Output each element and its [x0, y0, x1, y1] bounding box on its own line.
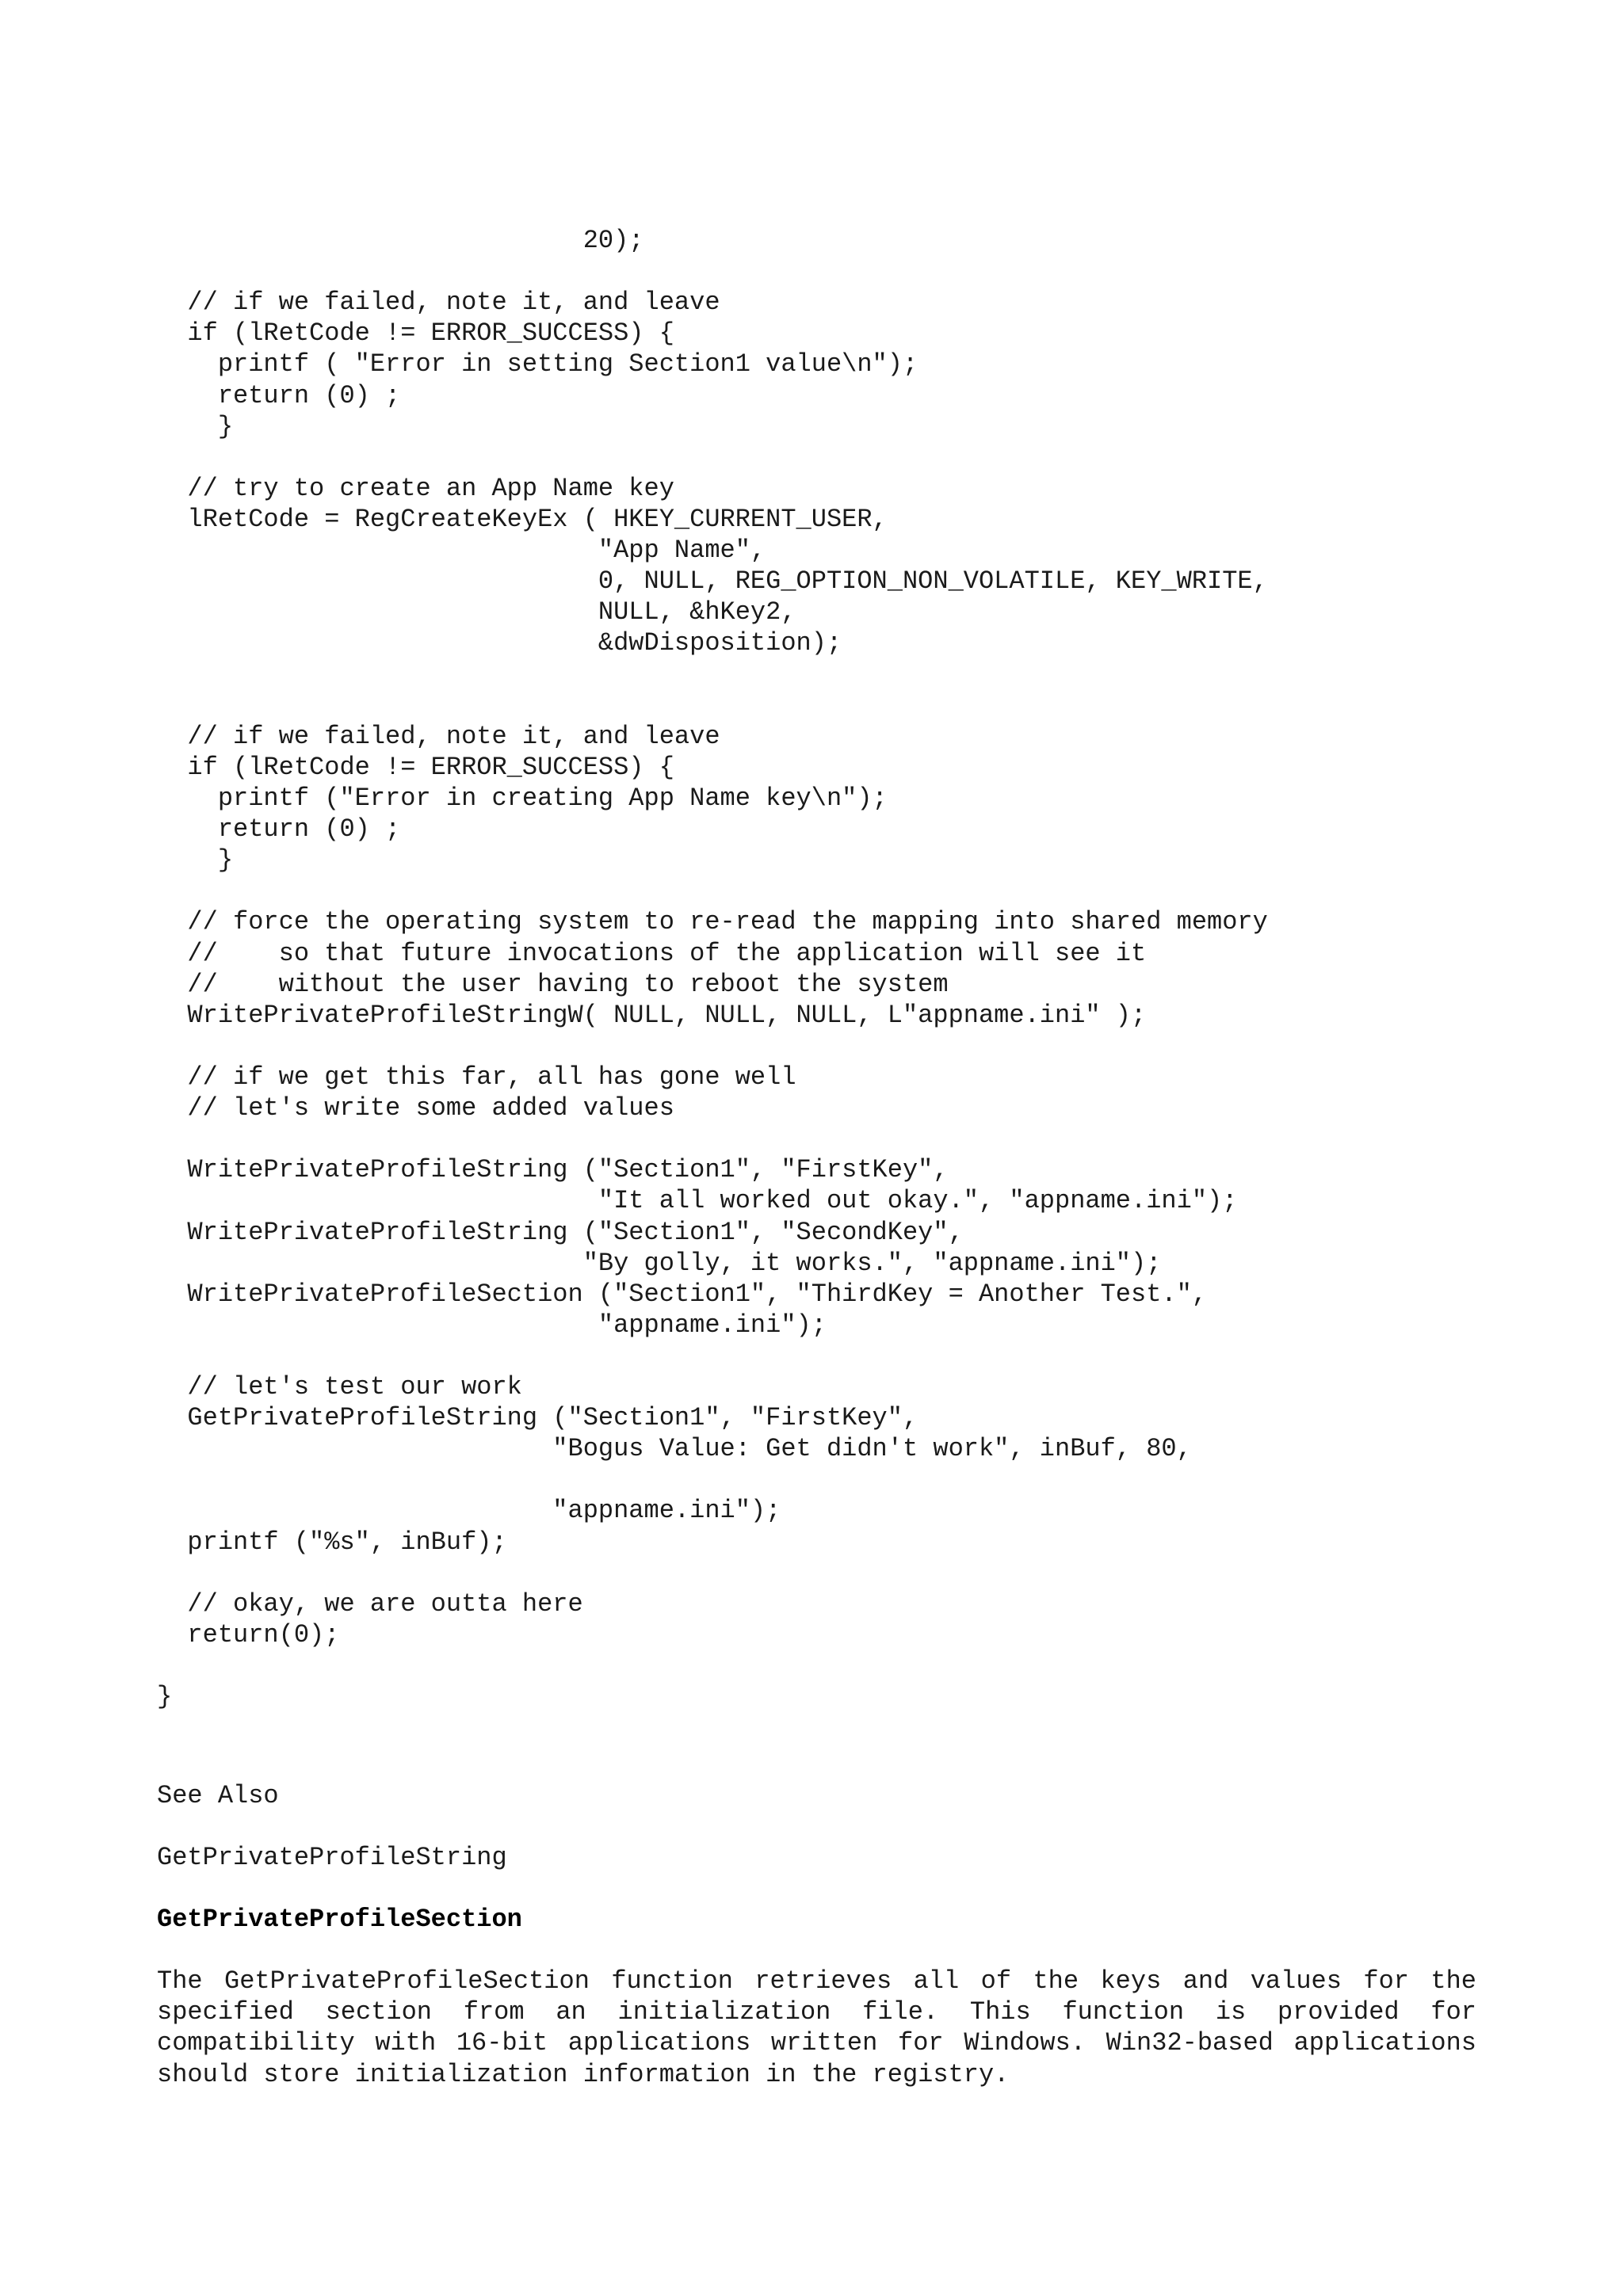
code-line: "Bogus Value: Get didn't work", inBuf, 80,: [157, 1434, 1192, 1464]
code-line: "It all worked out okay.", "appname.ini");: [157, 1186, 1238, 1216]
see-also-heading: See Also: [157, 1781, 279, 1810]
code-line: // let's write some added values: [157, 1093, 674, 1123]
code-line: // try to create an App Name key: [157, 473, 674, 503]
section-title: GetPrivateProfileSection: [157, 1905, 522, 1934]
code-line: // if we failed, note it, and leave: [157, 288, 720, 318]
code-line: // okay, we are outta here: [157, 1589, 583, 1619]
code-line: [157, 659, 1268, 690]
code-line: [157, 875, 1268, 906]
code-line: // force the operating system to re-read the mapping into shared memory: [157, 907, 1268, 937]
code-line: [157, 1031, 1268, 1062]
code-line: lRetCode = RegCreateKeyEx ( HKEY_CURRENT_USER,: [157, 504, 888, 534]
see-also-link-getprivateprofilestring: GetPrivateProfileString: [157, 1843, 507, 1872]
code-line: WritePrivateProfileString ("Section1", "FirstKey",: [157, 1155, 949, 1185]
code-line: 0, NULL, REG_OPTION_NON_VOLATILE, KEY_WRITE,: [157, 566, 1268, 597]
code-line: GetPrivateProfileString ("Section1", "FirstKey",: [157, 1403, 918, 1433]
code-line: }: [157, 1682, 173, 1712]
code-line: // without the user having to reboot the system: [157, 969, 949, 999]
code-line: [157, 1341, 1268, 1371]
code-line: // so that future invocations of the application will see it: [157, 938, 1147, 968]
code-line: "By golly, it works.", "appname.ini");: [157, 1248, 1162, 1278]
code-line: NULL, &hKey2,: [157, 597, 796, 627]
code-line: [157, 1464, 1268, 1495]
code-line: "appname.ini");: [157, 1310, 827, 1340]
code-line: // let's test our work: [157, 1372, 522, 1402]
code-line: "appname.ini");: [157, 1496, 781, 1526]
code-line: printf ( "Error in setting Section1 value\n");: [157, 349, 918, 379]
code-line: [157, 1650, 1268, 1681]
section-description: The GetPrivateProfileSection function retrieves all of the keys and values for the specified section from an initialization file. This function is provided for compatibility with 16-bit applications written for Windows. Win32-based applications should store initialization information in the registry.: [157, 1966, 1476, 2089]
code-line: WritePrivateProfileStringW( NULL, NULL, NULL, L"appname.ini" );: [157, 1000, 1147, 1030]
code-line: return (0) ;: [157, 814, 401, 845]
code-line: if (lRetCode != ERROR_SUCCESS) {: [157, 752, 674, 782]
code-line: [157, 1123, 1268, 1154]
code-line: // if we failed, note it, and leave: [157, 721, 720, 751]
code-line: printf ("Error in creating App Name key\n");: [157, 783, 888, 813]
code-line: }: [157, 411, 234, 441]
code-line: WritePrivateProfileSection ("Section1", "ThirdKey = Another Test.",: [157, 1279, 1208, 1309]
code-line: WritePrivateProfileString ("Section1", "SecondKey",: [157, 1217, 964, 1247]
code-line: "App Name",: [157, 536, 766, 566]
code-line: [157, 442, 1268, 473]
code-line: if (lRetCode != ERROR_SUCCESS) {: [157, 318, 674, 349]
code-line: [157, 256, 1268, 287]
code-line: }: [157, 845, 234, 875]
code-line: // if we get this far, all has gone well: [157, 1062, 796, 1092]
code-line: &dwDisposition);: [157, 628, 842, 658]
code-line: return (0) ;: [157, 380, 401, 410]
code-line: printf ("%s", inBuf);: [157, 1527, 507, 1557]
code-line: [157, 690, 1268, 721]
code-line: return(0);: [157, 1619, 340, 1650]
code-line: [157, 1558, 1268, 1589]
code-listing: [157, 225, 1268, 1712]
code-line: 20);: [157, 226, 644, 255]
